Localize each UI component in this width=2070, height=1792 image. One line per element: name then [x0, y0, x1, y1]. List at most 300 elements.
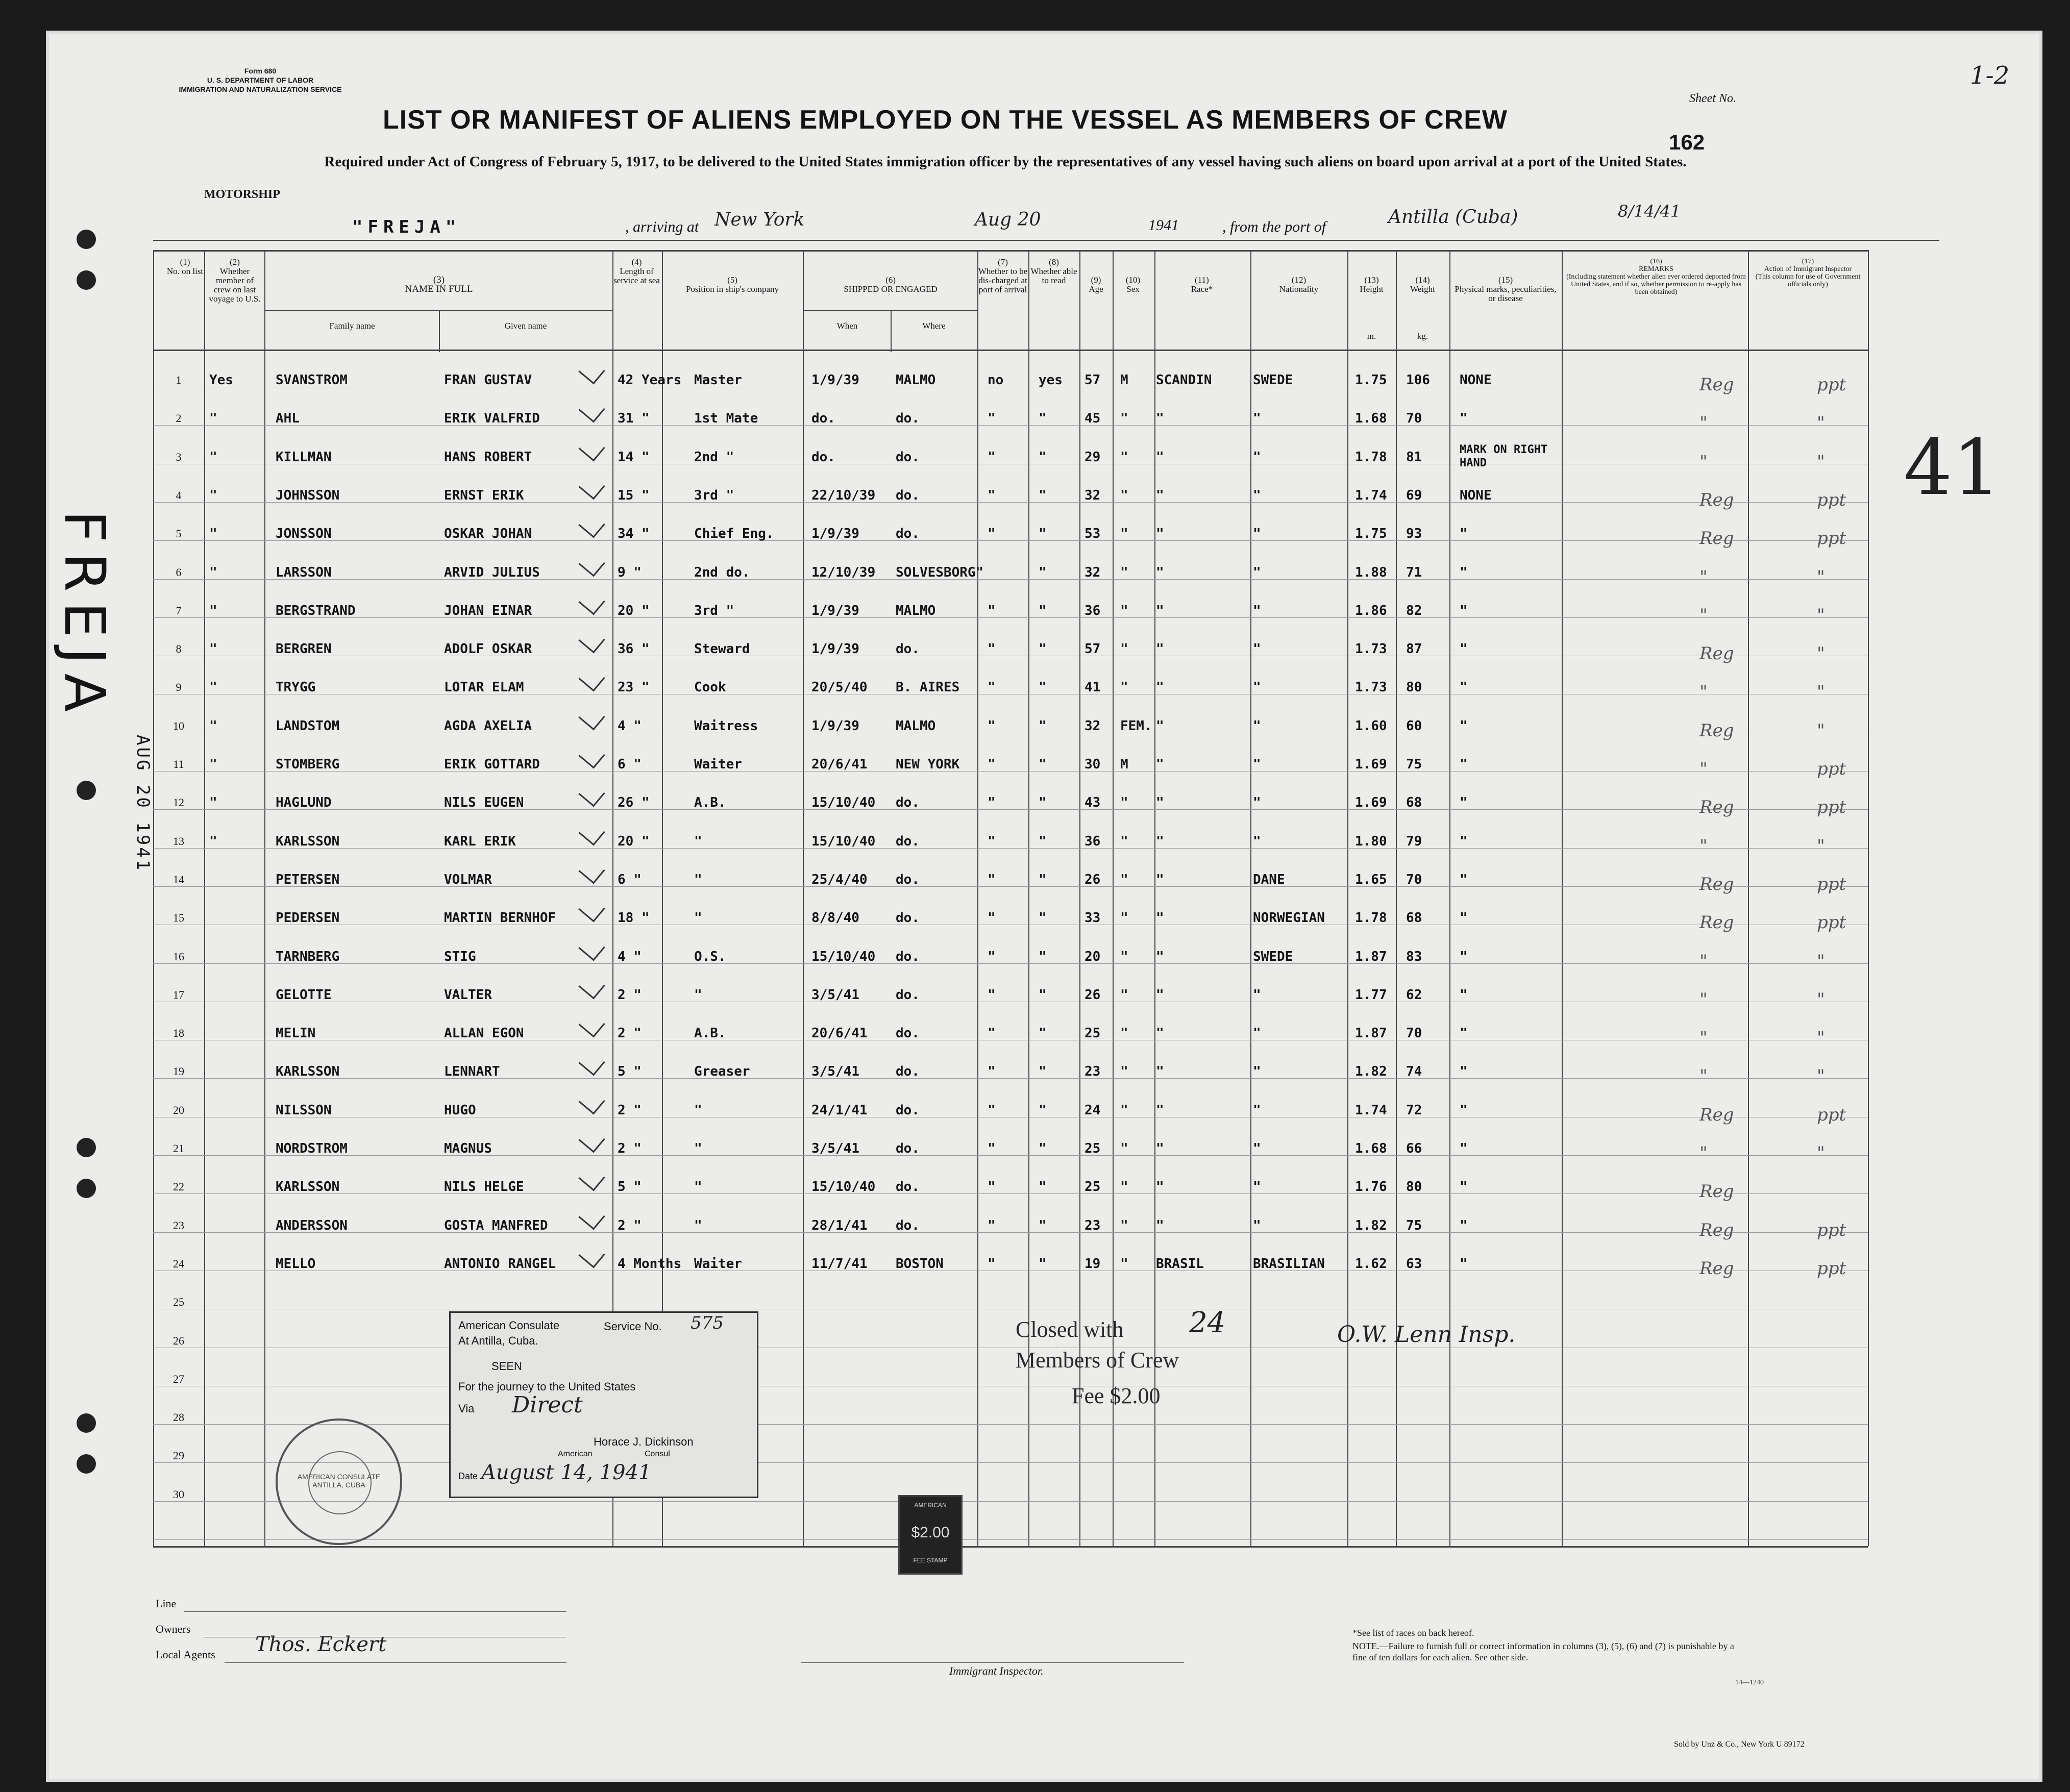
service-length-cell: 2 " — [618, 1217, 642, 1233]
form-identifier — [153, 66, 367, 94]
able-to-read-cell: " — [1039, 910, 1047, 926]
remarks-cell: " — [1699, 835, 1708, 856]
remarks-cell: " — [1699, 951, 1708, 972]
race-cell: " — [1156, 1102, 1164, 1118]
arriving-label: , arriving at — [625, 218, 699, 235]
subcolumn-rule — [439, 311, 440, 352]
race-cell: " — [1156, 1217, 1164, 1233]
age-cell: 25 — [1085, 1141, 1101, 1156]
revenue-fee-stamp — [898, 1495, 963, 1575]
shipped-when-cell: 1/9/39 — [811, 641, 859, 657]
shipped-where-cell: do. — [896, 910, 920, 926]
given-name-cell: HUGO — [444, 1102, 476, 1118]
able-to-read-cell: " — [1039, 1026, 1047, 1041]
column-rule — [1748, 250, 1749, 1546]
given-name-cell: ADOLF OSKAR — [444, 641, 532, 657]
age-cell: 26 — [1085, 872, 1101, 887]
column-rule — [1250, 250, 1251, 1546]
shipped-when-cell: 24/1/41 — [811, 1102, 868, 1118]
family-name-cell: KARLSSON — [276, 1064, 340, 1080]
service-length-cell: 5 " — [618, 1064, 642, 1080]
sex-cell: " — [1120, 1064, 1128, 1080]
inspector-action-cell: ppt — [1817, 874, 1846, 894]
physical-marks-cell: " — [1460, 1217, 1468, 1233]
family-name-cell: JOHNSSON — [276, 487, 340, 503]
discharged-cell: " — [988, 872, 996, 887]
sex-cell: " — [1120, 1141, 1128, 1156]
margin-date-stamp: AUG 20 1941 — [133, 735, 153, 873]
position-cell: 3rd " — [694, 487, 734, 503]
family-name-cell: MELIN — [276, 1026, 316, 1041]
given-name-cell: VOLMAR — [444, 872, 492, 887]
sex-cell: " — [1120, 1256, 1128, 1272]
remarks-cell: Reg — [1699, 489, 1734, 510]
column-rule — [803, 250, 804, 1546]
discharged-cell: " — [988, 449, 996, 465]
position-cell: 3rd " — [694, 603, 734, 618]
arrival-year: 1941 — [1148, 217, 1179, 234]
nationality-cell: NORWEGIAN — [1253, 910, 1325, 926]
previous-voyage-cell: " — [209, 449, 217, 465]
race-cell: " — [1156, 1064, 1164, 1080]
given-name-cell: VALTER — [444, 987, 492, 1003]
row-rule — [153, 617, 1868, 618]
physical-marks-cell: " — [1460, 795, 1468, 811]
shipped-when-cell: 1/9/39 — [811, 372, 859, 388]
remarks-cell: " — [1699, 1066, 1708, 1087]
previous-voyage-cell: " — [209, 757, 217, 772]
page-title: LIST OR MANIFEST OF ALIENS EMPLOYED ON THE VESSEL AS MEMBERS OF CREW — [383, 105, 1508, 135]
position-cell: Greaser — [694, 1064, 750, 1080]
sex-cell: " — [1120, 872, 1128, 887]
given-name-cell: MAGNUS — [444, 1141, 492, 1156]
discharged-cell: " — [988, 1256, 996, 1272]
discharged-cell: " — [988, 949, 996, 964]
row-number: 19 — [173, 1065, 184, 1078]
column-rule — [264, 250, 265, 1546]
height-cell: 1.68 — [1355, 1141, 1387, 1156]
row-number: 15 — [173, 911, 184, 925]
family-name-cell: HAGLUND — [276, 795, 332, 811]
service-length-cell: 23 " — [618, 680, 650, 695]
shipped-when-cell: 15/10/40 — [811, 833, 876, 849]
margin-vessel-name: FREJA — [52, 510, 117, 722]
able-to-read-cell: " — [1039, 1064, 1047, 1080]
sex-cell: M — [1120, 372, 1128, 388]
race-cell: " — [1156, 564, 1164, 580]
sex-cell: " — [1120, 833, 1128, 849]
age-cell: 20 — [1085, 949, 1101, 964]
footer-owners-label: Owners — [156, 1623, 191, 1635]
given-name-cell: ANTONIO RANGEL — [444, 1256, 556, 1272]
given-name-cell: NILS EUGEN — [444, 795, 524, 811]
shipped-when-cell: 22/10/39 — [811, 487, 876, 503]
form-number: Form 680 — [244, 67, 277, 75]
printer-credit: Sold by Unz & Co., New York U 89172 — [1674, 1740, 1805, 1749]
row-number: 29 — [173, 1449, 184, 1462]
col-header-family-name: Family name — [329, 321, 375, 331]
able-to-read-cell: yes — [1039, 372, 1063, 388]
row-number: 11 — [173, 758, 184, 770]
nationality-cell: " — [1253, 564, 1261, 580]
weight-cell: 63 — [1406, 1256, 1422, 1272]
able-to-read-cell: " — [1039, 757, 1047, 772]
date-label: Date — [458, 1471, 478, 1481]
shipped-where-cell: do. — [896, 641, 920, 657]
penalty-note: NOTE.—Failure to furnish full or correct information in columns (3), (5), (6) and (7) is punishable by a fine of ten dollars for each alien. See other side. — [1352, 1641, 1734, 1662]
remarks-cell: " — [1699, 989, 1708, 1010]
service-length-cell: 4 " — [618, 949, 642, 964]
table-bottom-rule — [153, 1546, 1868, 1548]
race-cell: " — [1156, 449, 1164, 465]
physical-marks-cell: " — [1460, 1102, 1468, 1118]
consulate-line2: At Antilla, Cuba. — [458, 1334, 538, 1347]
physical-marks-cell: " — [1460, 1064, 1468, 1080]
row-number: 13 — [173, 834, 184, 848]
shipped-where-cell: do. — [896, 411, 920, 427]
able-to-read-cell: " — [1039, 1256, 1047, 1272]
service-length-cell: 9 " — [618, 564, 642, 580]
weight-cell: 80 — [1406, 1179, 1422, 1195]
row-number: 14 — [173, 873, 184, 886]
able-to-read-cell: " — [1039, 872, 1047, 887]
row-number: 24 — [173, 1257, 184, 1270]
height-cell: 1.73 — [1355, 680, 1387, 695]
revenue-stamp-top: AMERICAN — [914, 1502, 947, 1509]
physical-marks-cell: " — [1460, 833, 1468, 849]
binder-hole — [77, 270, 96, 290]
shipped-where-cell: MALMO — [896, 718, 936, 734]
weight-cell: 82 — [1406, 603, 1422, 618]
age-cell: 32 — [1085, 718, 1101, 734]
height-cell: 1.69 — [1355, 795, 1387, 811]
able-to-read-cell: " — [1039, 487, 1047, 503]
given-name-cell: OSKAR JOHAN — [444, 526, 532, 542]
remarks-cell: " — [1699, 413, 1708, 434]
family-name-cell: BERGREN — [276, 641, 332, 657]
able-to-read-cell: " — [1039, 603, 1047, 618]
physical-marks-cell: " — [1460, 641, 1468, 657]
given-name-cell: ERNST ERIK — [444, 487, 524, 503]
family-name-cell: TRYGG — [276, 680, 316, 695]
binder-hole — [77, 1413, 96, 1433]
shipped-when-cell: 15/10/40 — [811, 795, 876, 811]
row-rule — [153, 1232, 1868, 1233]
remarks-cell: Reg — [1699, 528, 1734, 549]
service-length-cell: 5 " — [618, 1179, 642, 1195]
physical-marks-cell: " — [1460, 564, 1468, 580]
column-rule — [1449, 250, 1450, 1546]
height-cell: 1.87 — [1355, 949, 1387, 964]
remarks-cell: Reg — [1699, 1258, 1734, 1279]
given-name-cell: ARVID JULIUS — [444, 564, 540, 580]
discharged-cell: " — [988, 1141, 996, 1156]
row-number: 2 — [176, 412, 182, 425]
shipped-where-cell: do. — [896, 1217, 920, 1233]
given-name-cell: ERIK VALFRID — [444, 411, 540, 427]
col-header-weight: (14) Weight — [1410, 275, 1435, 294]
row-number: 17 — [173, 988, 184, 1001]
nationality-cell: " — [1253, 833, 1261, 849]
discharged-cell: " — [988, 1102, 996, 1118]
shipped-where-cell: do. — [896, 1026, 920, 1041]
fee-label: Fee $2.00 — [1072, 1383, 1161, 1408]
weight-cell: 83 — [1406, 949, 1422, 964]
journey-label: For the journey to the United States — [458, 1380, 636, 1393]
weight-cell: 81 — [1406, 449, 1422, 465]
height-cell: 1.80 — [1355, 833, 1387, 849]
row-number: 16 — [173, 950, 184, 963]
column-rule — [1396, 250, 1397, 1546]
race-cell: " — [1156, 526, 1164, 542]
inspector-action-cell: ppt — [1817, 912, 1846, 933]
service-name: IMMIGRATION AND NATURALIZATION SERVICE — [179, 85, 342, 93]
height-cell: 1.76 — [1355, 1179, 1387, 1195]
crew-count: 24 — [1189, 1306, 1226, 1339]
service-length-cell: 26 " — [618, 795, 650, 811]
via-label: Via — [458, 1402, 475, 1415]
revenue-stamp-value: $2.00 — [911, 1524, 950, 1541]
service-length-cell: 36 " — [618, 641, 650, 657]
members-of-crew-label: Members of Crew — [1016, 1348, 1179, 1373]
discharged-cell: " — [988, 603, 996, 618]
age-cell: 33 — [1085, 910, 1101, 926]
inspector-action-cell: " — [1817, 1066, 1825, 1087]
previous-voyage-cell: " — [209, 564, 217, 580]
shipped-where-cell: do. — [896, 1064, 920, 1080]
row-number: 10 — [173, 719, 184, 732]
position-cell: Chief Eng. — [694, 526, 774, 542]
weight-cell: 74 — [1406, 1064, 1422, 1080]
sex-cell: " — [1120, 987, 1128, 1003]
row-number: 12 — [173, 796, 184, 809]
discharged-cell: " — [988, 757, 996, 772]
from-port-label: , from the port of — [1222, 218, 1326, 235]
race-cell: " — [1156, 1179, 1164, 1195]
service-number: 575 — [691, 1313, 724, 1333]
age-cell: 24 — [1085, 1102, 1101, 1118]
family-name-cell: KARLSSON — [276, 833, 340, 849]
col-header-service: (4) Length of service at sea — [613, 257, 660, 285]
inspector-action-cell: " — [1817, 566, 1825, 587]
weight-cell: 80 — [1406, 680, 1422, 695]
position-cell: Master — [694, 372, 742, 388]
weight-cell: 72 — [1406, 1102, 1422, 1118]
given-name-cell: AGDA AXELIA — [444, 718, 532, 734]
previous-voyage-cell: " — [209, 411, 217, 427]
row-rule — [153, 579, 1868, 580]
arriving-port: New York — [714, 209, 805, 230]
race-cell: BRASIL — [1156, 1256, 1204, 1272]
via-value: Direct — [512, 1392, 583, 1418]
inspector-action-cell: ppt — [1817, 759, 1846, 779]
remarks-cell: Reg — [1699, 797, 1734, 818]
shipped-where-cell: NEW YORK — [896, 757, 960, 772]
row-number: 9 — [176, 681, 182, 694]
closed-with-label: Closed with — [1016, 1317, 1124, 1342]
shipped-when-cell: 3/5/41 — [811, 1064, 859, 1080]
nationality-cell: " — [1253, 757, 1261, 772]
sex-cell: " — [1120, 526, 1128, 542]
position-cell: A.B. — [694, 795, 726, 811]
weight-cell: 70 — [1406, 1026, 1422, 1041]
column-rule — [153, 250, 154, 1546]
col-header-nationality: (12) Nationality — [1279, 275, 1319, 294]
row-number: 20 — [173, 1103, 184, 1116]
physical-marks-cell: " — [1460, 987, 1468, 1003]
inspector-action-cell: " — [1817, 451, 1825, 472]
discharged-cell: " — [988, 1026, 996, 1041]
height-cell: 1.86 — [1355, 603, 1387, 618]
race-cell: " — [1156, 641, 1164, 657]
column-rule — [977, 250, 978, 1546]
given-name-cell: ALLAN EGON — [444, 1026, 524, 1041]
consulate-date: August 14, 1941 — [481, 1461, 652, 1484]
nationality-cell: " — [1253, 641, 1261, 657]
physical-marks-cell: " — [1460, 411, 1468, 427]
column-rule — [1347, 250, 1348, 1546]
age-cell: 23 — [1085, 1064, 1101, 1080]
service-number-label: Service No. — [604, 1320, 662, 1333]
inspector-action-cell: ppt — [1817, 797, 1846, 818]
row-number: 21 — [173, 1142, 184, 1155]
shipped-when-cell: 20/6/41 — [811, 1026, 868, 1041]
physical-marks-cell: " — [1460, 872, 1468, 887]
weight-cell: 87 — [1406, 641, 1422, 657]
physical-marks-cell: " — [1460, 1256, 1468, 1272]
sex-cell: " — [1120, 411, 1128, 427]
nationality-cell: " — [1253, 795, 1261, 811]
height-cell: 1.82 — [1355, 1064, 1387, 1080]
height-cell: 1.65 — [1355, 872, 1387, 887]
position-cell: 1st Mate — [694, 411, 758, 427]
family-name-cell: GELOTTE — [276, 987, 332, 1003]
shipped-when-cell: 1/9/39 — [811, 603, 859, 618]
remarks-cell: " — [1699, 1028, 1708, 1049]
weight-cell: 68 — [1406, 910, 1422, 926]
row-rule — [153, 1078, 1868, 1079]
inspector-action-cell: " — [1817, 951, 1825, 972]
shipped-where-cell: do. — [896, 449, 920, 465]
row-rule — [153, 1155, 1868, 1156]
race-cell: " — [1156, 718, 1164, 734]
given-name-cell: JOHAN EINAR — [444, 603, 532, 618]
row-rule — [153, 809, 1868, 810]
height-cell: 1.73 — [1355, 641, 1387, 657]
row-number: 18 — [173, 1027, 184, 1040]
family-name-cell: PETERSEN — [276, 872, 340, 887]
race-cell: " — [1156, 757, 1164, 772]
remarks-cell: Reg — [1699, 720, 1734, 741]
binder-hole — [77, 1454, 96, 1474]
given-name-cell: GOSTA MANFRED — [444, 1217, 548, 1233]
able-to-read-cell: " — [1039, 641, 1047, 657]
height-cell: 1.82 — [1355, 1217, 1387, 1233]
physical-marks-cell: NONE — [1460, 372, 1492, 388]
remarks-cell: " — [1699, 566, 1708, 587]
race-cell: " — [1156, 411, 1164, 427]
previous-voyage-cell: " — [209, 795, 217, 811]
shipped-when-cell: do. — [811, 449, 835, 465]
shipped-where-cell: do. — [896, 1141, 920, 1156]
given-name-cell: HANS ROBERT — [444, 449, 532, 465]
remarks-cell: Reg — [1699, 375, 1734, 395]
american-label: American — [558, 1450, 593, 1458]
departure-date: 8/14/41 — [1618, 202, 1681, 221]
row-number: 25 — [173, 1296, 184, 1309]
row-number: 5 — [176, 527, 182, 540]
shipped-where-cell: MALMO — [896, 603, 936, 618]
height-cell: 1.69 — [1355, 757, 1387, 772]
row-number: 27 — [173, 1372, 184, 1385]
col-header-position: (5) Position in ship's company — [685, 275, 779, 294]
form-code: 14—1240 — [1735, 1679, 1764, 1686]
race-cell: " — [1156, 603, 1164, 618]
age-cell: 43 — [1085, 795, 1101, 811]
race-cell: " — [1156, 680, 1164, 695]
age-cell: 36 — [1085, 833, 1101, 849]
inspector-signature-rule — [801, 1662, 1184, 1663]
family-name-cell: ANDERSSON — [276, 1217, 348, 1233]
height-cell: 1.74 — [1355, 487, 1387, 503]
discharged-cell: " — [988, 680, 996, 695]
race-cell: " — [1156, 1026, 1164, 1041]
able-to-read-cell: " — [1039, 411, 1047, 427]
family-name-cell: TARNBERG — [276, 949, 340, 964]
weight-cell: 106 — [1406, 372, 1430, 388]
remarks-cell: " — [1699, 682, 1708, 703]
shipped-where-cell: do. — [896, 487, 920, 503]
shipped-when-cell: do. — [811, 411, 835, 427]
footer-agents-label: Local Agents — [156, 1648, 215, 1661]
age-cell: 32 — [1085, 487, 1101, 503]
nationality-cell: " — [1253, 1064, 1261, 1080]
service-length-cell: 4 " — [618, 718, 642, 734]
height-cell: 1.68 — [1355, 411, 1387, 427]
inspector-action-cell: ppt — [1817, 1219, 1846, 1240]
seen-label: SEEN — [491, 1360, 522, 1373]
col-header-race: (11) Race* — [1191, 275, 1213, 294]
nationality-cell: " — [1253, 487, 1261, 503]
able-to-read-cell: " — [1039, 1141, 1047, 1156]
nationality-cell: " — [1253, 680, 1261, 695]
weight-cell: 71 — [1406, 564, 1422, 580]
inspector-action-cell: " — [1817, 605, 1825, 626]
weight-cell: 70 — [1406, 872, 1422, 887]
age-cell: 36 — [1085, 603, 1101, 618]
shipped-where-cell: BOSTON — [896, 1256, 944, 1272]
row-number: 26 — [173, 1334, 184, 1347]
row-rule — [153, 1424, 1868, 1425]
previous-voyage-cell: " — [209, 680, 217, 695]
race-cell: " — [1156, 949, 1164, 964]
family-name-cell: MELLO — [276, 1256, 316, 1272]
remarks-cell: Reg — [1699, 643, 1734, 664]
service-length-cell: 2 " — [618, 987, 642, 1003]
column-rule — [1562, 250, 1563, 1546]
sex-cell: " — [1120, 1217, 1128, 1233]
shipped-when-cell: 8/8/40 — [811, 910, 859, 926]
discharged-cell: " — [988, 910, 996, 926]
previous-voyage-cell: " — [209, 487, 217, 503]
service-length-cell: 34 " — [618, 526, 650, 542]
col-header-when: When — [836, 321, 858, 331]
nationality-cell: " — [1253, 603, 1261, 618]
weight-cell: 75 — [1406, 757, 1422, 772]
row-number: 1 — [176, 374, 182, 386]
remarks-cell: Reg — [1699, 1104, 1734, 1125]
discharged-cell: " — [988, 718, 996, 734]
